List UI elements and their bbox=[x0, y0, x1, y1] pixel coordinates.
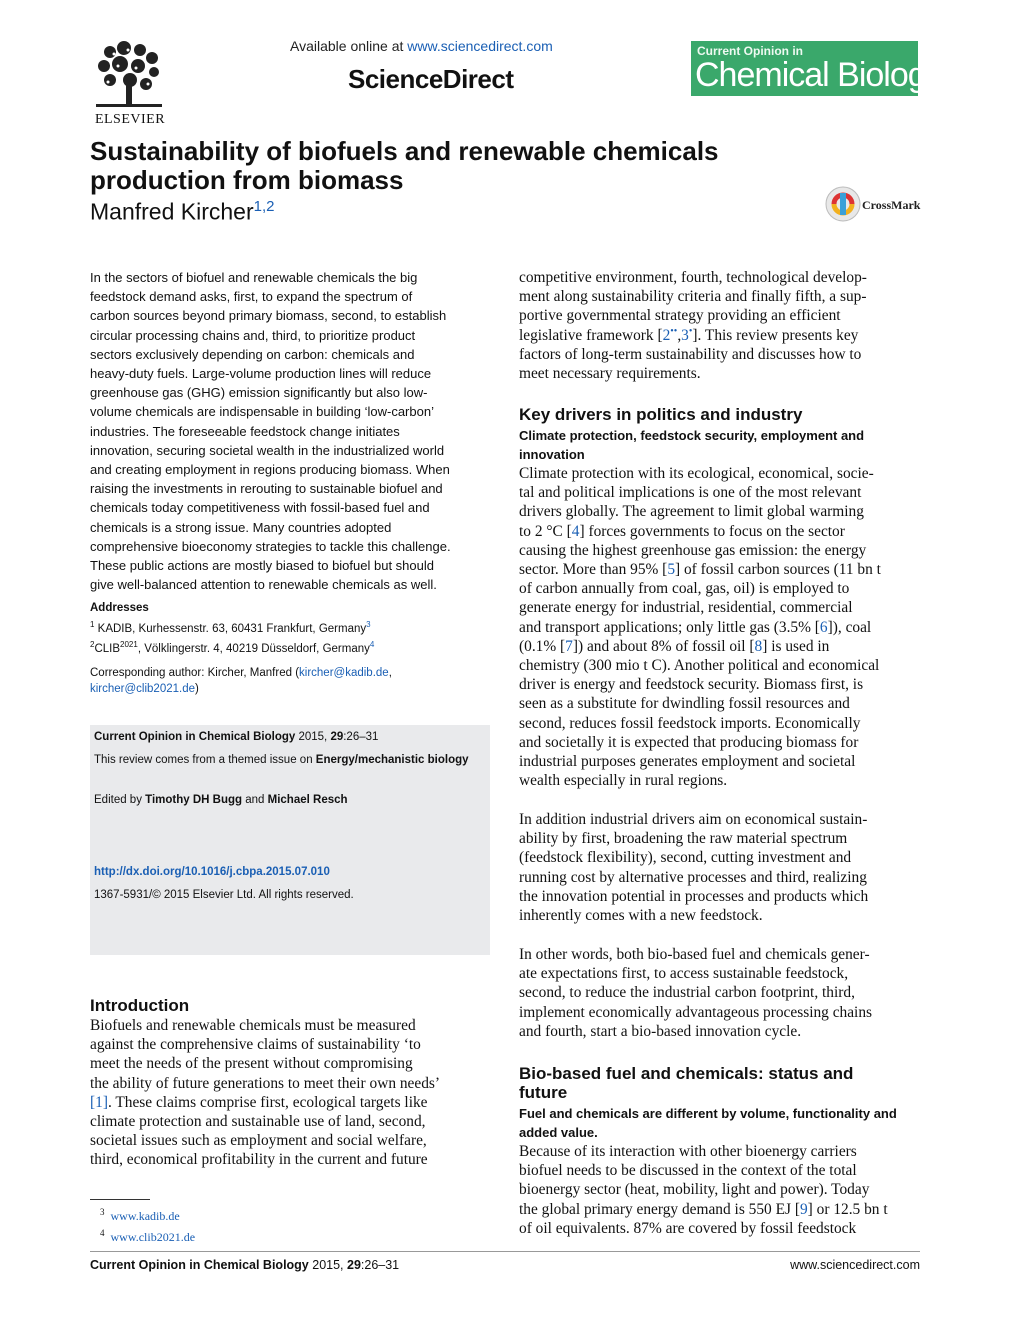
body-line: ment along sustainability criteria and finally fifth, a sup- bbox=[519, 288, 867, 306]
citation-ref[interactable]: 6 bbox=[819, 618, 828, 636]
body-line: (0.1% [7]) and about 8% of fossil oil [8] is used in bbox=[519, 637, 830, 655]
article-title bbox=[90, 137, 790, 195]
title-line: production from biomass bbox=[90, 165, 404, 195]
body-line: driver is energy and feedstock security. Biomass first, is bbox=[519, 676, 864, 694]
body-line: of oil equivalents. 87% are covered by fossil feedstock bbox=[519, 1219, 857, 1237]
author-name: Manfred Kircher bbox=[90, 198, 254, 225]
body-line: tal and political implications is one of the most relevant bbox=[519, 484, 862, 502]
abstract-line: feedstock demand asks, first, to expand the spectrum of bbox=[90, 289, 413, 305]
paragraph bbox=[519, 1142, 919, 1238]
body-line: implement economically advantageous processing chains bbox=[519, 1003, 873, 1021]
footer-citation: Current Opinion in Chemical Biology 2015, 29:26–31 bbox=[90, 1258, 400, 1272]
abstract-line: and creating employment in regions producing biomass. When bbox=[90, 462, 450, 478]
body-line: the global primary energy demand is 550 EJ [9] or 12.5 bn t bbox=[519, 1200, 888, 1218]
author-affiliation-refs[interactable]: 1,2 bbox=[253, 198, 275, 215]
body-line: factors of long-term sustainability and discusses how to bbox=[519, 345, 862, 363]
body-line: (feedstock flexibility), second, cutting investment and bbox=[519, 849, 852, 867]
abstract-line: industries. The foreseeable feedstock change initiates bbox=[90, 423, 400, 439]
body-line: sector. More than 95% [5] of fossil carbon sources (11 bn t bbox=[519, 561, 881, 579]
section-heading: Key drivers in politics and industry bbox=[519, 405, 803, 424]
journal-logo-main: Chemical Biology bbox=[695, 56, 942, 94]
body-line: ability by first, broadening the raw material spectrum bbox=[519, 830, 848, 848]
body-line: In addition industrial drivers aim on economical sustain- bbox=[519, 811, 868, 828]
body-line: against the comprehensive claims of sustainability ‘to bbox=[90, 1036, 421, 1054]
body-line: and fourth, start a bio-based innovation cycle. bbox=[519, 1022, 802, 1040]
citation-ref[interactable]: 2 bbox=[662, 326, 671, 344]
email-link[interactable]: kircher@kadib.de bbox=[299, 667, 389, 679]
citation-ref[interactable]: 8 bbox=[754, 637, 763, 655]
body-line: [1]. These claims comprise first, ecological targets like bbox=[90, 1093, 428, 1111]
footnote-ref-3[interactable]: 3 bbox=[366, 619, 371, 629]
footnote-link[interactable]: www.kadib.de bbox=[110, 1209, 180, 1223]
subsection-heading: Climate protection, feedstock security, employment and innovation bbox=[519, 428, 865, 462]
citation-ref[interactable]: 3 bbox=[681, 326, 689, 344]
body-line: and societally it is expected that producing biomass for bbox=[519, 733, 859, 751]
citation-ref[interactable]: 4 bbox=[571, 522, 580, 540]
section-heading: Bio-based fuel and chemicals: status and future bbox=[519, 1064, 854, 1102]
body-line: ate expectations first, to access sustainable feedstock, bbox=[519, 965, 849, 983]
crossmark-icon bbox=[824, 185, 862, 223]
footer-url: www.sciencedirect.com bbox=[790, 1258, 920, 1272]
abstract-line: innovation, securing societal wealth in the industrialized world bbox=[90, 442, 445, 458]
body-line: of carbon annually from coal, gas, oil) is employed to bbox=[519, 580, 850, 598]
doi-link[interactable]: http://dx.doi.org/10.1016/j.cbpa.2015.07.010 bbox=[94, 866, 330, 878]
body-line: second, to reduce the industrial carbon footprint, third, bbox=[519, 984, 855, 1002]
body-line: bioenergy sector (heat, mobility, light and power). Today bbox=[519, 1181, 870, 1199]
themed-issue: This review comes from a themed issue on Energy/mechanistic biology bbox=[94, 754, 469, 766]
footnote-3: $^3$ www.kadib.de bbox=[100, 1207, 180, 1223]
paragraph bbox=[519, 464, 919, 790]
address-1: $^1$ KADIB, Kurhessenstr. 63, 60431 Frankfurt, Germany$^3$ bbox=[90, 619, 371, 635]
citation-ref[interactable]: 9 bbox=[799, 1200, 808, 1218]
paragraph bbox=[519, 810, 919, 925]
footnote-divider bbox=[90, 1199, 150, 1200]
footnote-link[interactable]: www.clib2021.de bbox=[110, 1230, 196, 1244]
body-line: competitive environment, fourth, technological develop- bbox=[519, 269, 867, 286]
article-info-box bbox=[90, 725, 490, 955]
body-line: the innovation potential in processes and products which bbox=[519, 887, 869, 905]
crossmark-label: CrossMark bbox=[862, 198, 921, 212]
footnotes bbox=[100, 1204, 195, 1246]
citation-line: Current Opinion in Chemical Biology 2015, 29:26–31 bbox=[94, 731, 379, 743]
body-line: legislative framework [2••,3•]. This review presents key bbox=[519, 325, 859, 344]
body-line: the ability of future generations to meet their own needs’ bbox=[90, 1074, 441, 1092]
body-line: drivers globally. The agreement to limit global warming bbox=[519, 503, 864, 521]
paragraph bbox=[519, 268, 919, 383]
body-line: third, economical profitability in the current and future bbox=[90, 1151, 428, 1169]
footer-divider bbox=[90, 1251, 920, 1252]
footnote-4: $^4$ www.clib2021.de bbox=[100, 1228, 196, 1244]
abstract-line: These public actions are mostly biased to biofuel but should bbox=[90, 558, 434, 574]
email-link[interactable]: kircher@clib2021.de bbox=[90, 683, 196, 695]
copyright: 1367-5931/© 2015 Elsevier Ltd. All rights reserved. bbox=[94, 889, 354, 901]
doi-line bbox=[94, 864, 484, 880]
body-line: chemistry (300 mio t C). Another political and economical bbox=[519, 657, 880, 675]
abstract-line: raising the investments in rerouting to sustainable biofuel and bbox=[90, 481, 443, 497]
body-line: generate energy for industrial, residential, commercial bbox=[519, 599, 853, 617]
citation-ref[interactable]: 5 bbox=[667, 561, 676, 579]
body-line: meet necessary requirements. bbox=[519, 365, 701, 383]
abstract-line: chemicals today competitiveness with fossil-based fuel and bbox=[90, 500, 430, 516]
sciencedirect-link[interactable]: www.sciencedirect.com bbox=[407, 38, 553, 54]
body-line: Because of its interaction with other bioenergy carriers bbox=[519, 1143, 857, 1160]
journal-logo bbox=[691, 41, 942, 96]
body-line: second, reduces fossil feedstock imports. Economically bbox=[519, 714, 861, 732]
abstract-line: comprehensive bioeconomy strategies to tackle this challenge. bbox=[90, 538, 451, 554]
body-line: societal issues such as employment and social welfare, bbox=[90, 1132, 427, 1150]
abstract-line: greenhouse gas (GHG) emission significantly but also low- bbox=[90, 385, 428, 401]
body-line: seen as a substitute for dwindling fossil resources and bbox=[519, 695, 850, 713]
introduction-heading: Introduction bbox=[90, 996, 190, 1015]
platform-name: ScienceDirect bbox=[348, 64, 514, 94]
body-line: industrial purposes generates employment and societal bbox=[519, 753, 856, 771]
body-line: Biofuels and renewable chemicals must be measured bbox=[90, 1017, 416, 1034]
abstract-line: circular processing chains and, third, to prioritize product bbox=[90, 327, 416, 343]
abstract-line: give well-balanced attention to renewable chemicals as well. bbox=[90, 577, 437, 593]
addresses bbox=[90, 601, 490, 657]
corresponding-author: Corresponding author: Kircher, Manfred (kircher@kadib.de, kircher@clib2021.de) bbox=[90, 667, 392, 695]
author-line bbox=[90, 198, 274, 226]
footnote-ref-4[interactable]: 4 bbox=[369, 639, 375, 649]
abstract-line: chemicals is a strong issue. Many countries adopted bbox=[90, 519, 392, 535]
editors: Edited by Timothy DH Bugg and Michael Resch bbox=[94, 794, 348, 806]
citation-ref[interactable]: 7 bbox=[565, 637, 573, 655]
title-line: Sustainability of biofuels and renewable chemicals bbox=[90, 136, 719, 166]
body-line: inherently comes with a new feedstock. bbox=[519, 907, 763, 925]
body-line: biofuel needs to be discussed in the context of the total bbox=[519, 1162, 857, 1180]
abstract-line: volume chemicals are indispensable in building ‘low-carbon’ bbox=[90, 404, 434, 420]
body-line: meet the needs of the present without compromising bbox=[90, 1055, 413, 1073]
body-line: wealth especially in rural regions. bbox=[519, 772, 728, 790]
abstract-line: carbon sources beyond primary biomass, second, to establish bbox=[90, 308, 447, 324]
body-line: climate protection and sustainable use of land, second, bbox=[90, 1113, 426, 1131]
publisher-name: ELSEVIER bbox=[94, 112, 166, 127]
availability-prefix: Available online at bbox=[290, 38, 408, 54]
body-line: to 2 °C [4] forces governments to focus on the sector bbox=[519, 522, 845, 540]
subsection-heading: Fuel and chemicals are different by volume, functionality and added value. bbox=[519, 1106, 897, 1140]
abstract-line: heavy-duty fuels. Large-volume production lines will reduce bbox=[90, 366, 432, 382]
body-line: In other words, both bio-based fuel and chemicals gener- bbox=[519, 946, 870, 963]
abstract-line: sectors exclusively depending on carbon: chemicals and bbox=[90, 346, 415, 362]
body-line: and transport applications; only little gas (3.5% [6]), coal bbox=[519, 618, 872, 636]
abstract bbox=[90, 268, 490, 594]
citation-ref[interactable]: [1] bbox=[90, 1093, 108, 1111]
address-2: $^2CLIB^{2021}$, Völklingerstr. 4, 40219 Düsseldorf, Germany$^4$ bbox=[90, 639, 375, 655]
body-line: portive governmental strategy providing an efficient bbox=[519, 307, 841, 325]
body-line: running cost by alternative processes and third, realizing bbox=[519, 868, 867, 886]
availability-line bbox=[290, 38, 553, 54]
paragraph bbox=[519, 945, 919, 1041]
introduction-body bbox=[90, 1016, 490, 1170]
addresses-label: Addresses bbox=[90, 602, 149, 614]
journal-logo-top: Current Opinion in bbox=[697, 44, 803, 58]
abstract-line: In the sectors of biofuel and renewable chemicals the big bbox=[90, 270, 418, 285]
body-line: causing the highest greenhouse gas emission: the energy bbox=[519, 541, 867, 559]
body-line: Climate protection with its ecological, economical, socie- bbox=[519, 465, 874, 482]
